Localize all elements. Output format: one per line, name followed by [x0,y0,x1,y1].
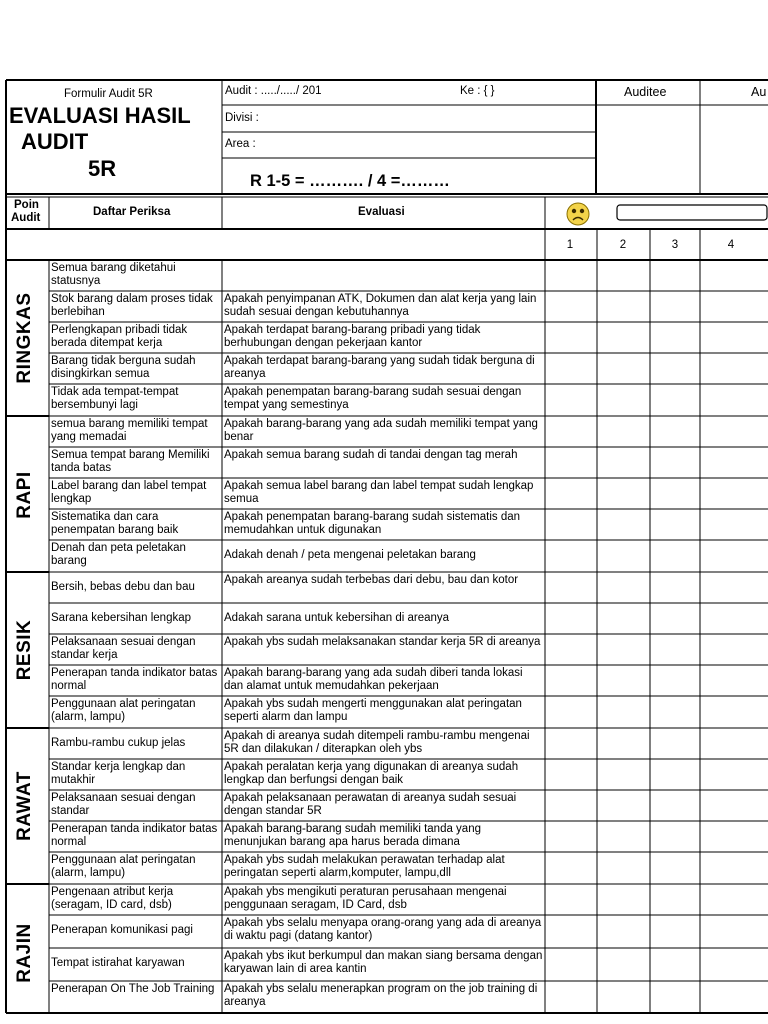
checklist-item: Perlengkapan pribadi tidak berada ditempat kerja [51,324,188,349]
evaluation-item: Apakah semua barang sudah di tandai dengan tag merah [224,449,518,461]
evaluation-item: Apakah penyimpanan ATK, Dokumen dan alat kerja yang lain sudah sesuai dengan kebutuhannya [224,293,537,318]
checklist-item: Bersih, bebas debu dan bau [51,581,195,593]
evaluation-item: Apakah barang-barang yang ada sudah memiliki tempat yang benar [224,418,538,443]
checklist-item: Semua barang diketahui statusnya [51,262,176,287]
score-col-3: 3 [671,239,679,251]
evaluation-item: Apakah penempatan barang-barang sudah sistematis dan memudahkan untuk digunakan [224,511,521,536]
checklist-item: Tempat istirahat karyawan [51,957,185,969]
evaluation-item: Apakah areanya sudah terbebas dari debu, bau dan kotor [224,574,519,586]
audit-round-label: Ke : { } [460,85,495,97]
evaluation-item: Adakah sarana untuk kebersihan di areanya [224,612,450,624]
checklist-item: Rambu-rambu cukup jelas [51,737,186,749]
audit-date-label: Audit : ...../...../ 201 [225,85,322,97]
checklist-item: Pelaksanaan sesuai dengan standar [51,792,196,817]
evaluation-item: Apakah ybs sudah melakukan perawatan terhadap alat peringatan seperti alarm,komputer, lampu,dll [224,854,505,879]
form-label: Formulir Audit 5R [64,88,153,100]
evaluation-item: Apakah ybs selalu menyapa orang-orang yang ada di areanya di waktu pagi (datang kantor) [224,917,542,942]
checklist-item: Penerapan komunikasi pagi [51,924,193,936]
auditor-label: Au [751,85,767,99]
evaluation-item: Adakah denah / peta mengenai peletakan barang [224,549,476,561]
evaluation-item: Apakah barang-barang yang ada sudah diberi tanda lokasi dan alamat untuk memudahkan pekerjaan [224,667,523,692]
audit-form-sheet: Formulir Audit 5R EVALUASI HASIL AUDIT 5R Audit : ...../...../ 201 Ke : { } Divisi : Area : R 1-5 = ………. / 4 =……… Auditee Au Poin Audit Daftar Periksa Evaluasi 1 2 3 4 RINGKAS Semua barang diketahui statusnya Stok barang dalam proses tidak berlebihan Apakah penyimpanan ATK, Dokumen dan alat kerja yang lain sudah sesuai dengan kebutuhannya Perlengkapan pribadi tidak berada ditempat kerja Apakah terdapat barang-barang pribadi yang tidak berhubungan dengan pekerjaan kantor Barang tidak berguna sudah disingkirkan semua Apakah terdapat barang-barang yang sudah tidak berguna di areanya Tidak ada tempat-tempat bersembunyi lagi Apakah penempatan barang-barang sudah sesuai dengan tempat yang semestinya RAPI semua barang memiliki tempat yang memadai Apakah barang-barang yang ada sudah memiliki tempat yang benar Semua tempat barang Memiliki tanda batas Apakah semua barang sudah di tandai dengan tag merah Label barang dan label tempat lengkap Apakah semua label barang dan label tempat sudah lengkap semua Sistematika dan cara penempatan barang baik Apakah penempatan barang-barang sudah sistematis dan memudahkan untuk digunakan Denah dan peta peletakan barang Adakah denah / peta mengenai peletakan barang RESIK Bersih, bebas debu dan bau Apakah areanya sudah terbebas dari debu, bau dan kotor Sarana kebersihan lengkap Adakah sarana untuk kebersihan di areanya Pelaksanaan sesuai dengan standar kerja Apakah ybs sudah melaksanakan standar kerja 5R di areanya Penerapan tanda indikator batas normal Apakah barang-barang yang ada sudah diberi tanda lokasi dan alamat untuk memudahkan pekerjaan Penggunaan alat peringatan (alarm, lampu) Apakah ybs sudah mengerti menggunakan alat peringatan seperti alarm dan lampu RAWAT Rambu-rambu cukup jelas Apakah di areanya sudah ditempeli rambu-rambu mengenai 5R dan dilakukan / diterapkan oleh ybs Standar kerja lengkap dan mutakhir Apakah peralatan kerja yang digunakan di areanya sudah lengkap dan berfungsi dengan baik Pelaksanaan sesuai dengan standar Apakah pelaksanaan perawatan di areanya sudah sesuai dengan standar 5R Penerapan tanda indikator batas normal Apakah barang-barang sudah memiliki tanda yang menunjukan barang apa harus berada dimana Penggunaan alat peringatan (alarm, lampu) Apakah ybs sudah melakukan perawatan terhadap alat peringatan seperti alarm,komputer, lampu,dll RAJIN Pengenaan atribut kerja (seragam, ID card, dsb) Apakah ybs mengikuti peraturan perusahaan mengenai penggunaan seragam, ID Card, dsb Penerapan komunikasi pagi Apakah ybs selalu menyapa orang-orang yang ada di areanya di waktu pagi (datang kantor) Tempat istirahat karyawan Apakah ybs ikut berkumpul dan makan siang bersama dengan karyawan lain di area kantin Penerapan On The Job Training Apakah ybs selalu menerapkan program on the job training di areanya [0,0,768,1024]
evaluation-item: Apakah barang-barang sudah memiliki tanda yang menunjukan barang apa harus berada dimana [224,823,481,848]
checklist-item: Sistematika dan cara penempatan barang baik [51,511,179,536]
checklist-item: Stok barang dalam proses tidak berlebihan [51,293,213,318]
checklist-item: Standar kerja lengkap dan mutakhir [51,761,186,786]
evaluation-item: Apakah terdapat barang-barang yang sudah tidak berguna di areanya [224,355,535,380]
auditee-label: Auditee [624,85,667,99]
evaluation-item: Apakah penempatan barang-barang sudah sesuai dengan tempat yang semestinya [224,386,522,411]
checklist-item: Pelaksanaan sesuai dengan standar kerja [51,636,196,661]
evaluation-item: Apakah semua label barang dan label tempat sudah lengkap semua [224,480,534,505]
daftar-periksa-header: Daftar Periksa [93,206,171,218]
checklist-item: semua barang memiliki tempat yang memadai [51,418,208,443]
checklist-item: Denah dan peta peletakan barang [51,542,186,567]
checklist-item: Sarana kebersihan lengkap [51,612,192,624]
checklist-item: Penerapan tanda indikator batas normal [51,667,218,692]
evaluation-item [224,262,544,292]
poin-audit-header-line2: Audit [11,212,41,224]
evaluation-item: Apakah terdapat barang-barang pribadi yang tidak berhubungan dengan pekerjaan kantor [224,324,481,349]
score-formula: R 1-5 = ………. / 4 =……… [250,172,450,190]
checklist-item: Semua tempat barang Memiliki tanda batas [51,449,210,474]
evaluation-item: Apakah ybs ikut berkumpul dan makan siang bersama dengan karyawan lain di area kantin [224,950,543,975]
evaluation-item: Apakah ybs sudah mengerti menggunakan alat peringatan seperti alarm dan lampu [224,698,522,723]
evaluation-item: Apakah di areanya sudah ditempeli rambu-rambu mengenai 5R dan dilakukan / diterapkan oleh ybs [224,730,530,755]
evaluation-item: Apakah ybs mengikuti peraturan perusahaan mengenai penggunaan seragam, ID Card, dsb [224,886,507,911]
checklist-item: Penggunaan alat peringatan (alarm, lampu) [51,854,196,879]
rating-placeholder-box [617,205,767,220]
page-title-line3: 5R [88,156,117,181]
checklist-item: Penggunaan alat peringatan (alarm, lampu) [51,698,196,723]
evaluation-item: Apakah peralatan kerja yang digunakan di areanya sudah lengkap dan berfungsi dengan baik [224,761,519,786]
score-col-4: 4 [727,239,735,251]
sad-face-icon [567,203,589,225]
score-col-2: 2 [619,239,627,251]
page-title-line2: AUDIT [21,129,89,154]
checklist-item: Penerapan tanda indikator batas normal [51,823,218,848]
evaluasi-header: Evaluasi [358,206,405,218]
checklist-item: Tidak ada tempat-tempat bersembunyi lagi [51,386,179,411]
evaluation-item: Apakah ybs sudah melaksanakan standar kerja 5R di areanya [224,636,541,648]
page-title-line1: EVALUASI HASIL [9,103,191,128]
checklist-item: Penerapan On The Job Training [51,983,215,995]
checklist-item: Pengenaan atribut kerja (seragam, ID card, dsb) [51,886,174,911]
area-label: Area : [225,138,256,150]
divisi-label: Divisi : [225,112,259,124]
evaluation-item: Apakah ybs selalu menerapkan program on the job training di areanya [224,983,538,1008]
evaluation-item: Apakah pelaksanaan perawatan di areanya sudah sesuai dengan standar 5R [224,792,517,817]
poin-audit-header-line1: Poin [14,199,39,211]
checklist-item: Label barang dan label tempat lengkap [51,480,207,505]
score-col-1: 1 [566,239,574,251]
checklist-item: Barang tidak berguna sudah disingkirkan semua [51,355,196,380]
